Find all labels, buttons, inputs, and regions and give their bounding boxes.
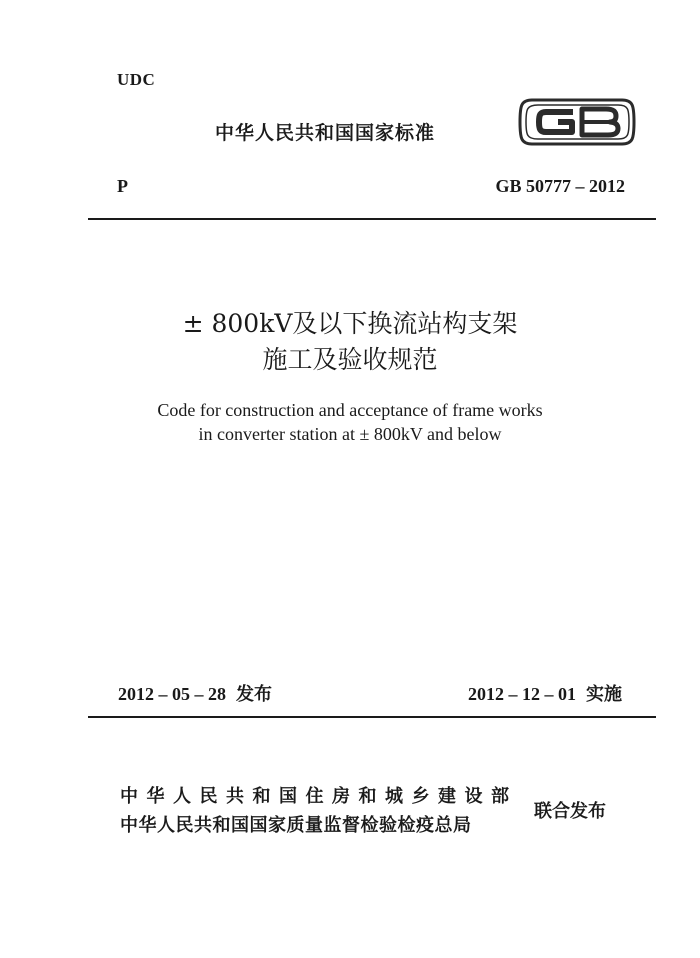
issuer-aqsiq: 中华人民共和国国家质量监督检验检疫总局 <box>120 815 472 836</box>
title-en-line2: in converter station at ± 800kV and below <box>198 424 502 444</box>
gb-logo <box>518 97 636 147</box>
issuer-ministry: 中华人民共和国住房和城乡建设部 <box>120 786 518 807</box>
issue-label: 发布 <box>236 684 272 705</box>
effective-date: 2012 – 12 – 01 <box>468 684 576 704</box>
issue-date: 2012 – 05 – 28 <box>118 684 226 704</box>
bottom-divider <box>88 716 656 718</box>
effective-label: 实施 <box>586 684 622 705</box>
joint-issue-label: 联合发布 <box>534 801 606 822</box>
issue-date-block <box>118 680 272 706</box>
effective-date-block <box>468 680 622 706</box>
category-label: P <box>117 176 128 196</box>
standard-code: GB 50777 – 2012 <box>495 176 625 196</box>
udc-label: UDC <box>117 70 156 89</box>
top-divider <box>88 218 656 220</box>
title-en-line1: Code for construction and acceptance of frame works <box>157 400 543 420</box>
standard-type-label: 中华人民共和国国家标准 <box>215 122 436 144</box>
title-cn-line1: ± 800kV及以下换流站构支架 <box>182 309 518 338</box>
title-cn-line2: 施工及验收规范 <box>262 345 438 374</box>
